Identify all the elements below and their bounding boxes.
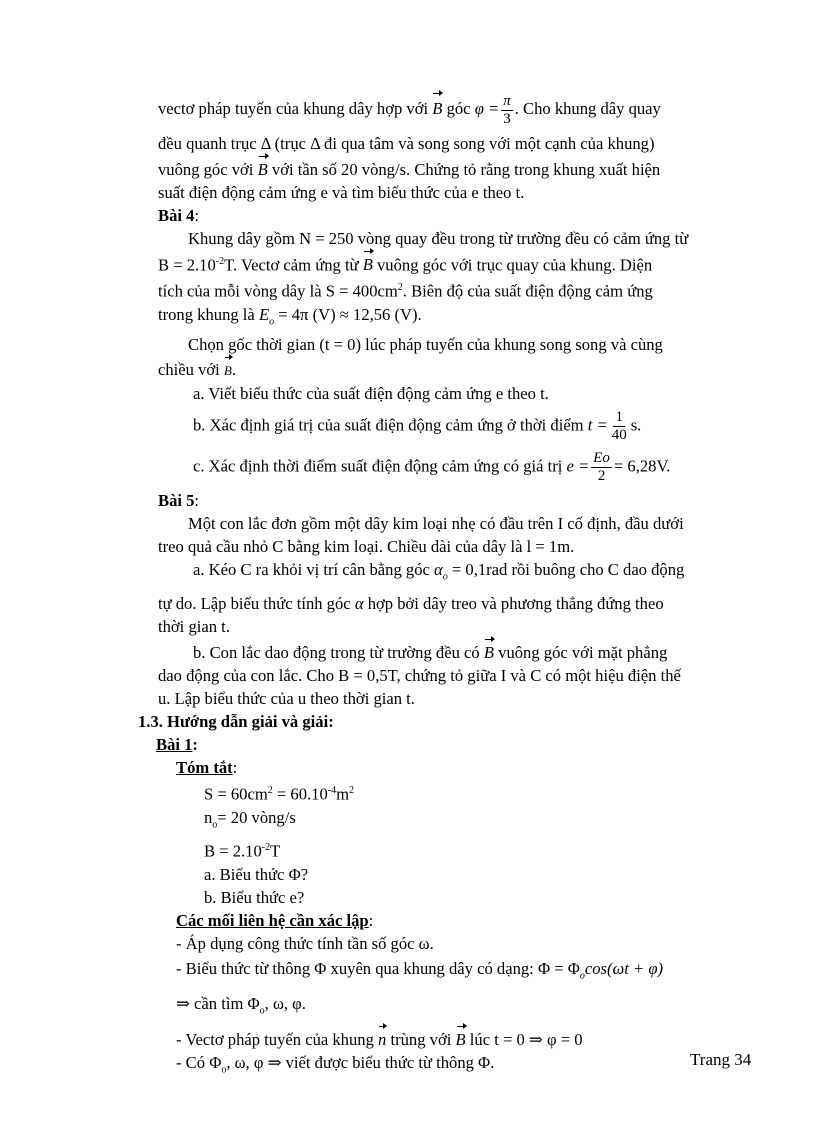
summary-field: $B = 2.10^{-2}T$ — [204, 841, 281, 861]
summary-question-a: a. Biểu thức Φ? — [204, 864, 309, 884]
page-number: Trang 34 — [690, 1050, 752, 1069]
vector-b: B — [484, 638, 494, 664]
summary-area: $S = 60cm^2 = 60.10^{-4}m^2$ — [204, 784, 355, 804]
relation-5: - Có $\Phi_o$, ω, φ ⇒ viết được biểu thức từ thông Φ. — [176, 1053, 495, 1076]
bai4-question-c: c. Xác định thời điểm suất điện động cảm ứng có giá trị e = $\frac{Eo}{2}$ = 6,28V. — [193, 450, 671, 485]
vector-b: B — [363, 250, 373, 276]
summary-frequency: $n_o= 20$ vòng/s — [204, 807, 296, 831]
bai4-para-1c: tích của mỗi vòng dây là $S = 400cm^2$. Biên độ của suất điện động cảm ứng — [158, 281, 653, 301]
bai4-para-1d: trong khung là $E_o = 4\pi$ (V) ≈ 12,56 (V). — [158, 304, 422, 328]
intro-line-4: suất điện động cảm ứng e và tìm biểu thức của e theo t. — [158, 182, 525, 202]
pi-over-3-fraction: $\frac{\pi}{3}$ — [503, 92, 511, 127]
relation-3: ⇒ cần tìm $\Phi_o$, ω, φ. — [176, 994, 306, 1017]
vector-n: n — [378, 1025, 386, 1051]
intro-line-1: vectơ pháp tuyến của khung dây hợp với B góc φ = $\frac{\pi}{3}$ . Cho khung dây quay — [158, 92, 661, 127]
relation-4: - Vectơ pháp tuyến của khung n trùng với B lúc t = 0 ⇒ φ = 0 — [176, 1025, 758, 1051]
bai4-question-b: b. Xác định giá trị của suất điện động cảm ứng ở thời điểm t = $\frac{1}{40}$ s. — [193, 409, 642, 444]
intro-line-3: vuông góc với B với tần số 20 vòng/s. Chứng tỏ rằng trong khung xuất hiện — [158, 155, 758, 181]
vector-b: B — [258, 155, 268, 181]
eo-over-2-fraction: $\frac{Eo}{2}$ — [593, 450, 610, 485]
vector-b: B — [432, 92, 442, 123]
bai4-question-a: a. Viết biểu thức của suất điện động cảm ứng e theo t. — [193, 384, 549, 404]
section-title: 1.3. Hướng dẫn giải và giải: — [138, 712, 334, 732]
bai5-question-a-2: tự do. Lập biểu thức tính góc α hợp bởi dây treo và phương thẳng đứng theo — [158, 594, 664, 614]
bai5-question-a-1: a. Kéo C ra khỏi vị trí cân bằng góc $\alpha_o = 0,1rad$ rồi buông cho C dao động — [193, 560, 685, 583]
bai5-heading: Bài 5: — [158, 491, 200, 511]
bai5-question-b-3: u. Lập biểu thức của u theo thời gian t. — [158, 689, 415, 709]
summary-question-b: b. Biểu thức e? — [204, 887, 305, 907]
bai5-question-a-3: thời gian t. — [158, 617, 230, 637]
bai4-para-2b: chiều với B. — [158, 356, 758, 382]
page-body — [138, 92, 758, 1082]
one-over-40-fraction: $\frac{1}{40}$ — [611, 409, 627, 444]
relation-2: - Biểu thức từ thông Φ xuyên qua khung dây có dạng: $\Phi = \Phi_o\cos(\omega t + \varphi)$ — [176, 958, 664, 982]
bai4-para-2a: Chọn gốc thời gian (t = 0) lúc pháp tuyến của khung song song và cùng — [188, 335, 663, 355]
bai1-heading: Bài 1: — [156, 735, 198, 755]
tomtat-heading: Tóm tắt: — [176, 758, 238, 778]
vector-b: B — [456, 1025, 466, 1051]
vector-b: B — [224, 356, 232, 382]
bai5-para-1: Một con lắc đơn gồm một dây kim loại nhẹ có đầu trên I cố định, đầu dưới — [188, 514, 684, 534]
relation-1: - Áp dụng công thức tính tần số góc ω. — [176, 933, 434, 953]
bai4-heading: Bài 4: — [158, 205, 200, 225]
relations-heading: Các mối liên hệ cần xác lập: — [176, 910, 374, 930]
bai5-question-b-2: dao động của con lắc. Cho B = 0,5T, chứng tỏ giữa I và C có một hiệu điện thế — [158, 666, 681, 686]
bai5-para-2: treo quả cầu nhỏ C bằng kim loại. Chiều dài của dây là l = 1m. — [158, 537, 575, 557]
bai5-question-b-1: b. Con lắc dao động trong từ trường đều có B vuông góc với mặt phẳng — [158, 638, 758, 664]
bai4-para-1a: Khung dây gồm N = 250 vòng quay đều trong từ trường đều có cảm ứng từ — [188, 228, 689, 248]
intro-line-2: đều quanh trục Δ (trục Δ đi qua tâm và song song với một cạnh của khung) — [158, 133, 655, 153]
bai4-para-1b: $B = 2.10^{-2}T$. Vectơ cảm ứng từ B vuông góc với trục quay của khung. Diện — [158, 250, 758, 277]
